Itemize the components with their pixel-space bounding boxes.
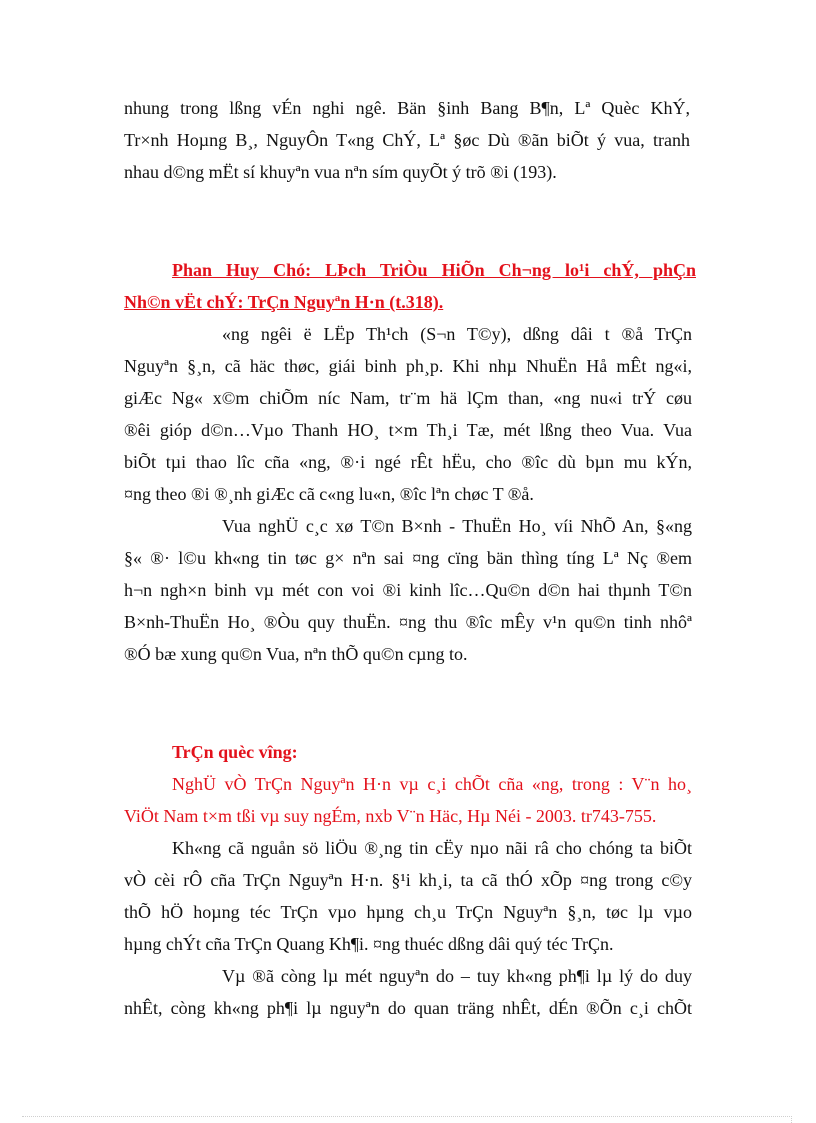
section2-source-line-2: ViÖt Nam t×m tßi vµ suy ngÉm, nxb V¨n Häc, Hµ Néi - 2003. tr743-755. [124, 806, 657, 826]
section2-para1-line-3: thÕ hÖ hoµng téc TrÇn vµo hµng ch¸u TrÇn Nguyªn §¸n, tøc lµ vµo [124, 902, 692, 922]
section2-heading: TrÇn quèc vîng: [172, 742, 298, 762]
page-edge-divider [22, 1116, 792, 1117]
section1-para2-line-2: §« ®· l©u kh«ng tin tøc g× nªn sai ¤ng cïng bän thìng tíng Lª Nç ®em [124, 548, 692, 568]
section1-para1-line-3: giÆc Ng« x©m chiÕm níc Nam, tr¨m hä lÇm than, «ng nu«i trÝ cøu [124, 388, 692, 408]
section2-para2-line-2: nhÊt, còng kh«ng ph¶i lµ nguyªn do quan träng nhÊt, dÉn ®Õn c¸i chÕt [124, 998, 692, 1018]
section1-para1-line-5: biÕt tµi thao lîc cña «ng, ®·i ngé rÊt hËu, cho ®îc dù bµn mu kÝn, [124, 452, 692, 472]
section1-para1-line-4: ®êi gióp d©n…Vµo Thanh HO¸ t×m Th¸i Tæ, mét lßng theo Vua. Vua [124, 420, 692, 440]
section1-para2-line-3: h¬n ngh×n binh vµ mét con voi ®i kinh lîc…Qu©n d©n hai thµnh T©n [124, 580, 692, 600]
section1-heading-line-2: Nh©n vËt chÝ: TrÇn Nguyªn H·n (t.318). [124, 292, 444, 312]
section2-para1-line-4: hµng chÝt cña TrÇn Quang Kh¶i. ¤ng thuéc dßng dâi quý téc TrÇn. [124, 934, 614, 954]
section1-para1-line-2: Nguyªn §¸n, cã häc thøc, giái binh ph¸p. Khi nhµ NhuËn Hå mÊt ng«i, [124, 356, 692, 376]
section1-para2-line-1: Vua nghÜ c¸c xø T©n B×nh - ThuËn Ho¸ víi NhÕ An, §«ng [222, 516, 692, 536]
section1-para1-line-1: «ng ngêi ë LËp Th¹ch (S¬n T©y), dßng dâi t ®å TrÇn [222, 324, 692, 344]
section1-para2-line-4: B×nh-ThuËn Ho¸ ®Òu quy thuËn. ¤ng thu ®îc mÊy v¹n qu©n tinh nhôª [124, 612, 692, 632]
intro-line-2: Tr×nh Hoµng B¸, NguyÔn T«ng ChÝ, Lª §øc Dù ®ãn biÕt ý vua, tranh [124, 130, 690, 150]
section1-heading-line-1: Phan Huy Chó: LÞch TriÒu HiÕn Ch¬ng lo¹i chÝ, phÇn [172, 260, 696, 280]
section2-para2-line-1: Vµ ®ã còng lµ mét nguyªn do – tuy kh«ng ph¶i lµ lý do duy [222, 966, 692, 986]
section2-para1-line-2: vÒ cèi rÔ cña TrÇn Nguyªn H·n. §¹i kh¸i, ta cã thÓ xÕp ¤ng trong c©y [124, 870, 692, 890]
intro-line-3: nhau d©ng mËt sí khuyªn vua nªn sím quyÕt ý trõ ®i (193). [124, 162, 557, 182]
section1-para2-line-5: ®Ó bæ xung qu©n Vua, nªn thÕ qu©n cµng to. [124, 644, 468, 664]
section2-source-line-1: NghÜ vÒ TrÇn Nguyªn H·n vµ c¸i chÕt cña «ng, trong : V¨n ho¸ [172, 774, 692, 794]
page-edge-corner [791, 1116, 792, 1123]
section2-para1-line-1: Kh«ng cã nguån sö liÖu ®¸ng tin cËy nµo nãi râ cho chóng ta biÕt [172, 838, 692, 858]
intro-line-1: nhung trong lßng vÉn nghi ngê. Bän §inh Bang B¶n, Lª Quèc KhÝ, [124, 98, 690, 118]
section1-para1-line-6: ¤ng theo ®i ®¸nh giÆc cã c«ng lu«n, ®îc lªn chøc T ®å. [124, 484, 534, 504]
